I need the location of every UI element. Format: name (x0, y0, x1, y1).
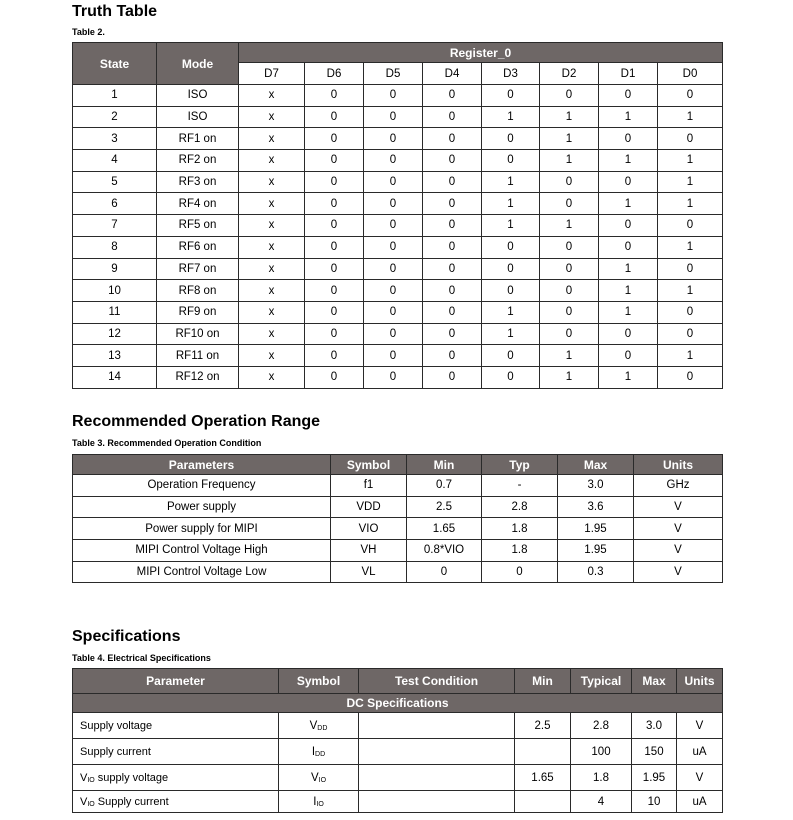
table-cell: 0 (482, 128, 540, 150)
table-cell: 0 (423, 280, 482, 302)
table-cell: 0 (658, 323, 723, 345)
table-cell: 13 (73, 345, 157, 367)
table-4-caption: Table 4. Electrical Specifications (72, 653, 211, 663)
header-bit-d7: D7 (239, 63, 305, 85)
table-cell: V (634, 561, 723, 583)
table-row (73, 128, 723, 150)
table-cell: 0 (658, 128, 723, 150)
table-cell: RF2 on (157, 150, 239, 172)
table-cell: 0 (482, 561, 558, 583)
table-cell: 3.6 (558, 496, 634, 518)
cond-cell (359, 791, 515, 813)
cond-cell (359, 739, 515, 765)
table-row (73, 323, 723, 345)
table-cell: 10 (73, 280, 157, 302)
symbol-text: I (311, 745, 316, 758)
table-cell: 0 (658, 301, 723, 323)
table-row (73, 280, 723, 302)
table-cell: 0 (364, 128, 423, 150)
header-cell: Units (634, 455, 723, 475)
table-cell: 0 (364, 106, 423, 128)
table-cell: 1.95 (558, 540, 634, 562)
table-cell: 0 (305, 236, 364, 258)
table-cell: 0 (599, 128, 658, 150)
header-cell: Max (558, 455, 634, 475)
table-cell: 0 (305, 280, 364, 302)
symbol-text: V (310, 771, 319, 784)
table-cell: 0.8*VIO (407, 540, 482, 562)
symbol-subscript: DD (317, 724, 328, 732)
table-cell: x (239, 85, 305, 107)
table-cell: ISO (157, 85, 239, 107)
header-bit-d1: D1 (599, 63, 658, 85)
cond-cell (359, 765, 515, 791)
min-cell: 1.65 (515, 765, 571, 791)
table-cell: 0.3 (558, 561, 634, 583)
table-row (73, 366, 723, 388)
table-cell: 4 (73, 150, 157, 172)
table-cell: 0 (482, 280, 540, 302)
header-cell: Symbol (279, 669, 359, 694)
truth-table-heading: Truth Table (72, 3, 158, 20)
table-cell: 1 (599, 280, 658, 302)
table-cell: 0 (423, 193, 482, 215)
table-cell: x (239, 301, 305, 323)
header-bit-d6: D6 (305, 63, 364, 85)
typ-cell: 1.8 (571, 765, 632, 791)
symbol-cell (279, 765, 359, 791)
table-cell: 0 (423, 215, 482, 237)
table-row (73, 765, 723, 791)
table-cell: 1 (482, 215, 540, 237)
table-cell: 0 (482, 85, 540, 107)
table-cell: 1 (599, 301, 658, 323)
table-cell: 0 (540, 280, 599, 302)
table-cell: 0 (482, 366, 540, 388)
table-cell: 2.5 (407, 496, 482, 518)
table-cell: 0 (423, 366, 482, 388)
units-cell: uA (677, 739, 723, 765)
table-cell: ISO (157, 106, 239, 128)
table-cell: 1 (658, 106, 723, 128)
typ-cell: 100 (571, 739, 632, 765)
table-cell: VDD (331, 496, 407, 518)
table-cell: 1 (540, 366, 599, 388)
table-cell: 0 (364, 366, 423, 388)
table-cell: 1 (658, 150, 723, 172)
symbol-subscript: DD (315, 750, 326, 758)
table-cell: VH (331, 540, 407, 562)
symbol-cell (279, 713, 359, 739)
header-cell: Max (632, 669, 677, 694)
units-cell: V (677, 713, 723, 739)
parameter-subscript: IO (87, 800, 95, 808)
table-cell: x (239, 258, 305, 280)
table-cell: 0 (305, 258, 364, 280)
table-cell: 12 (73, 323, 157, 345)
table-cell: Power supply for MIPI (73, 518, 331, 540)
table-cell: Power supply (73, 496, 331, 518)
table-cell: 0 (423, 236, 482, 258)
table-cell: GHz (634, 475, 723, 497)
table-cell: 0 (482, 236, 540, 258)
table-cell: 1 (599, 366, 658, 388)
header-cell: Units (677, 669, 723, 694)
table-cell: RF3 on (157, 171, 239, 193)
table-row (73, 713, 723, 739)
table-cell: x (239, 366, 305, 388)
symbol-subscript: IO (316, 800, 324, 808)
min-cell: 2.5 (515, 713, 571, 739)
table-cell: 6 (73, 193, 157, 215)
header-register: Register_0 (239, 43, 723, 63)
table-cell: 0 (423, 171, 482, 193)
min-cell (515, 791, 571, 813)
table-cell: MIPI Control Voltage High (73, 540, 331, 562)
table-cell: 0 (305, 193, 364, 215)
table-row (73, 496, 723, 518)
table-cell: 3 (73, 128, 157, 150)
table-row (73, 739, 723, 765)
table-row (73, 236, 723, 258)
table-cell: 0 (364, 323, 423, 345)
table-cell: RF7 on (157, 258, 239, 280)
table-cell: 0 (540, 85, 599, 107)
table-cell: 0 (305, 215, 364, 237)
table-cell: 1 (482, 323, 540, 345)
parameter-text: Supply voltage (80, 719, 153, 732)
units-cell: uA (677, 791, 723, 813)
table-cell: 8 (73, 236, 157, 258)
table-row (73, 791, 723, 813)
symbol-cell (279, 791, 359, 813)
table-cell: 0.7 (407, 475, 482, 497)
table-cell: RF12 on (157, 366, 239, 388)
table-row (73, 561, 723, 583)
parameter-cell (73, 791, 279, 813)
header-bit-d4: D4 (423, 63, 482, 85)
table-row (73, 301, 723, 323)
specifications-heading: Specifications (72, 628, 181, 645)
max-cell: 3.0 (632, 713, 677, 739)
table-cell: 1 (658, 345, 723, 367)
table-cell: RF9 on (157, 301, 239, 323)
table-cell: 3.0 (558, 475, 634, 497)
table-cell: 1 (658, 193, 723, 215)
table-cell: 0 (482, 150, 540, 172)
table-cell: 0 (540, 171, 599, 193)
table-row (73, 106, 723, 128)
table-cell: 0 (305, 85, 364, 107)
table-cell: 1.8 (482, 540, 558, 562)
table-cell: RF8 on (157, 280, 239, 302)
table-cell: x (239, 345, 305, 367)
table-cell: 0 (599, 171, 658, 193)
parameter-cell (73, 713, 279, 739)
table-cell: RF4 on (157, 193, 239, 215)
cond-cell (359, 713, 515, 739)
table-cell: V (634, 496, 723, 518)
table-cell: 14 (73, 366, 157, 388)
table-cell: 0 (599, 215, 658, 237)
header-cell: Parameter (73, 669, 279, 694)
table-cell: 7 (73, 215, 157, 237)
table-cell: 0 (305, 301, 364, 323)
table-cell: 0 (364, 301, 423, 323)
table-cell: 5 (73, 171, 157, 193)
table-row (73, 258, 723, 280)
symbol-text: V (309, 719, 318, 732)
operation-range-heading: Recommended Operation Range (72, 413, 321, 430)
table-cell: 1 (540, 215, 599, 237)
table-cell: 11 (73, 301, 157, 323)
header-cell: Test Condition (359, 669, 515, 694)
table-2-caption: Table 2. (72, 27, 105, 37)
table-cell: 0 (364, 85, 423, 107)
table-cell: 0 (599, 85, 658, 107)
parameter-prefix: V (80, 771, 88, 784)
table-cell: 1.8 (482, 518, 558, 540)
table-cell: x (239, 150, 305, 172)
table-cell: 0 (540, 236, 599, 258)
header-bit-d5: D5 (364, 63, 423, 85)
table-cell: 0 (423, 128, 482, 150)
table-cell: 0 (423, 258, 482, 280)
table-cell: 1 (599, 193, 658, 215)
header-cell: Min (407, 455, 482, 475)
table-cell: 0 (482, 258, 540, 280)
table-cell: 0 (423, 345, 482, 367)
table-row (73, 518, 723, 540)
table-cell: 1 (482, 171, 540, 193)
table-cell: 0 (599, 236, 658, 258)
table-cell: 0 (364, 280, 423, 302)
parameter-cell (73, 739, 279, 765)
table-cell: 0 (540, 258, 599, 280)
typ-cell: 2.8 (571, 713, 632, 739)
table-cell: 0 (305, 345, 364, 367)
table-cell: 1 (482, 301, 540, 323)
table-3-caption: Table 3. Recommended Operation Condition (72, 438, 262, 448)
min-cell (515, 739, 571, 765)
table-cell: 1 (482, 193, 540, 215)
table-cell: V (634, 540, 723, 562)
symbol-cell (279, 739, 359, 765)
header-cell: Min (515, 669, 571, 694)
max-cell: 150 (632, 739, 677, 765)
symbol-text: I (313, 795, 317, 808)
table-cell: 0 (407, 561, 482, 583)
table-cell: 1 (540, 345, 599, 367)
table-cell: RF10 on (157, 323, 239, 345)
table-cell: MIPI Control Voltage Low (73, 561, 331, 583)
table-row (73, 215, 723, 237)
table-cell: 0 (658, 85, 723, 107)
parameter-prefix: V (80, 795, 88, 808)
table-cell: f1 (331, 475, 407, 497)
electrical-specifications-table (72, 668, 723, 813)
table-cell: 0 (364, 345, 423, 367)
table-row (73, 345, 723, 367)
table-cell: 2 (73, 106, 157, 128)
table-cell: 1 (658, 280, 723, 302)
table-cell: 0 (423, 150, 482, 172)
table-cell: 0 (364, 215, 423, 237)
header-bit-d3: D3 (482, 63, 540, 85)
table-cell: x (239, 193, 305, 215)
table-cell: 0 (658, 258, 723, 280)
table-cell: 0 (423, 85, 482, 107)
table-cell: 9 (73, 258, 157, 280)
table-cell: 0 (364, 258, 423, 280)
table-cell: 0 (658, 366, 723, 388)
header-cell: Parameters (73, 455, 331, 475)
table-cell: 1 (599, 106, 658, 128)
table-cell: 1 (658, 171, 723, 193)
table-cell: - (482, 475, 558, 497)
table-cell: 1.65 (407, 518, 482, 540)
table-cell: 0 (423, 301, 482, 323)
table-row (73, 171, 723, 193)
table-row (73, 150, 723, 172)
header-mode: Mode (157, 43, 239, 85)
table-cell: x (239, 215, 305, 237)
parameter-text: Supply current (94, 795, 169, 808)
table-cell: VIO (331, 518, 407, 540)
table-cell: V (634, 518, 723, 540)
header-state: State (73, 43, 157, 85)
symbol-subscript: IO (318, 776, 327, 784)
table-cell: x (239, 280, 305, 302)
max-cell: 10 (632, 791, 677, 813)
table-cell: 0 (305, 106, 364, 128)
parameter-text: supply voltage (94, 771, 169, 784)
table-cell: 0 (540, 193, 599, 215)
table-cell: 0 (305, 171, 364, 193)
table-cell: 0 (599, 323, 658, 345)
table-cell: 1 (73, 85, 157, 107)
table-cell: 0 (364, 171, 423, 193)
header-bit-d0: D0 (658, 63, 723, 85)
table-cell: 0 (305, 366, 364, 388)
table-cell: RF1 on (157, 128, 239, 150)
table-cell: 0 (540, 323, 599, 345)
table-cell: RF6 on (157, 236, 239, 258)
table-cell: x (239, 323, 305, 345)
table-cell: 0 (540, 301, 599, 323)
parameter-subscript: IO (87, 776, 95, 784)
table-cell: 2.8 (482, 496, 558, 518)
table-cell: 0 (305, 128, 364, 150)
table-cell: 1 (540, 128, 599, 150)
table-cell: RF11 on (157, 345, 239, 367)
table-cell: 0 (305, 150, 364, 172)
table-row (73, 193, 723, 215)
table-cell: 1.95 (558, 518, 634, 540)
table-cell: 0 (423, 106, 482, 128)
header-cell: Typ (482, 455, 558, 475)
truth-table (72, 42, 723, 389)
table-cell: 0 (364, 236, 423, 258)
table-row (73, 85, 723, 107)
table-cell: 1 (658, 236, 723, 258)
table-row (73, 475, 723, 497)
table-cell: 0 (599, 345, 658, 367)
header-cell: Typical (571, 669, 632, 694)
header-bit-d2: D2 (540, 63, 599, 85)
table-cell: x (239, 128, 305, 150)
parameter-text: Supply current (80, 745, 151, 758)
table-cell: 0 (658, 215, 723, 237)
table-cell: 1 (482, 106, 540, 128)
table-cell: 0 (364, 150, 423, 172)
table-cell: x (239, 236, 305, 258)
table-cell: 0 (305, 323, 364, 345)
typ-cell: 4 (571, 791, 632, 813)
table-cell: 0 (423, 323, 482, 345)
table-cell: x (239, 106, 305, 128)
table-cell: x (239, 171, 305, 193)
header-cell: Symbol (331, 455, 407, 475)
table-cell: Operation Frequency (73, 475, 331, 497)
table-cell: RF5 on (157, 215, 239, 237)
dc-specifications-section: DC Specifications (73, 694, 723, 713)
table-cell: 1 (540, 106, 599, 128)
table-cell: VL (331, 561, 407, 583)
table-cell: 1 (599, 258, 658, 280)
table-cell: 0 (364, 193, 423, 215)
table-cell: 1 (540, 150, 599, 172)
table-cell: 1 (599, 150, 658, 172)
table-row (73, 540, 723, 562)
operation-condition-table (72, 454, 723, 583)
parameter-cell (73, 765, 279, 791)
max-cell: 1.95 (632, 765, 677, 791)
units-cell: V (677, 765, 723, 791)
table-cell: 0 (482, 345, 540, 367)
